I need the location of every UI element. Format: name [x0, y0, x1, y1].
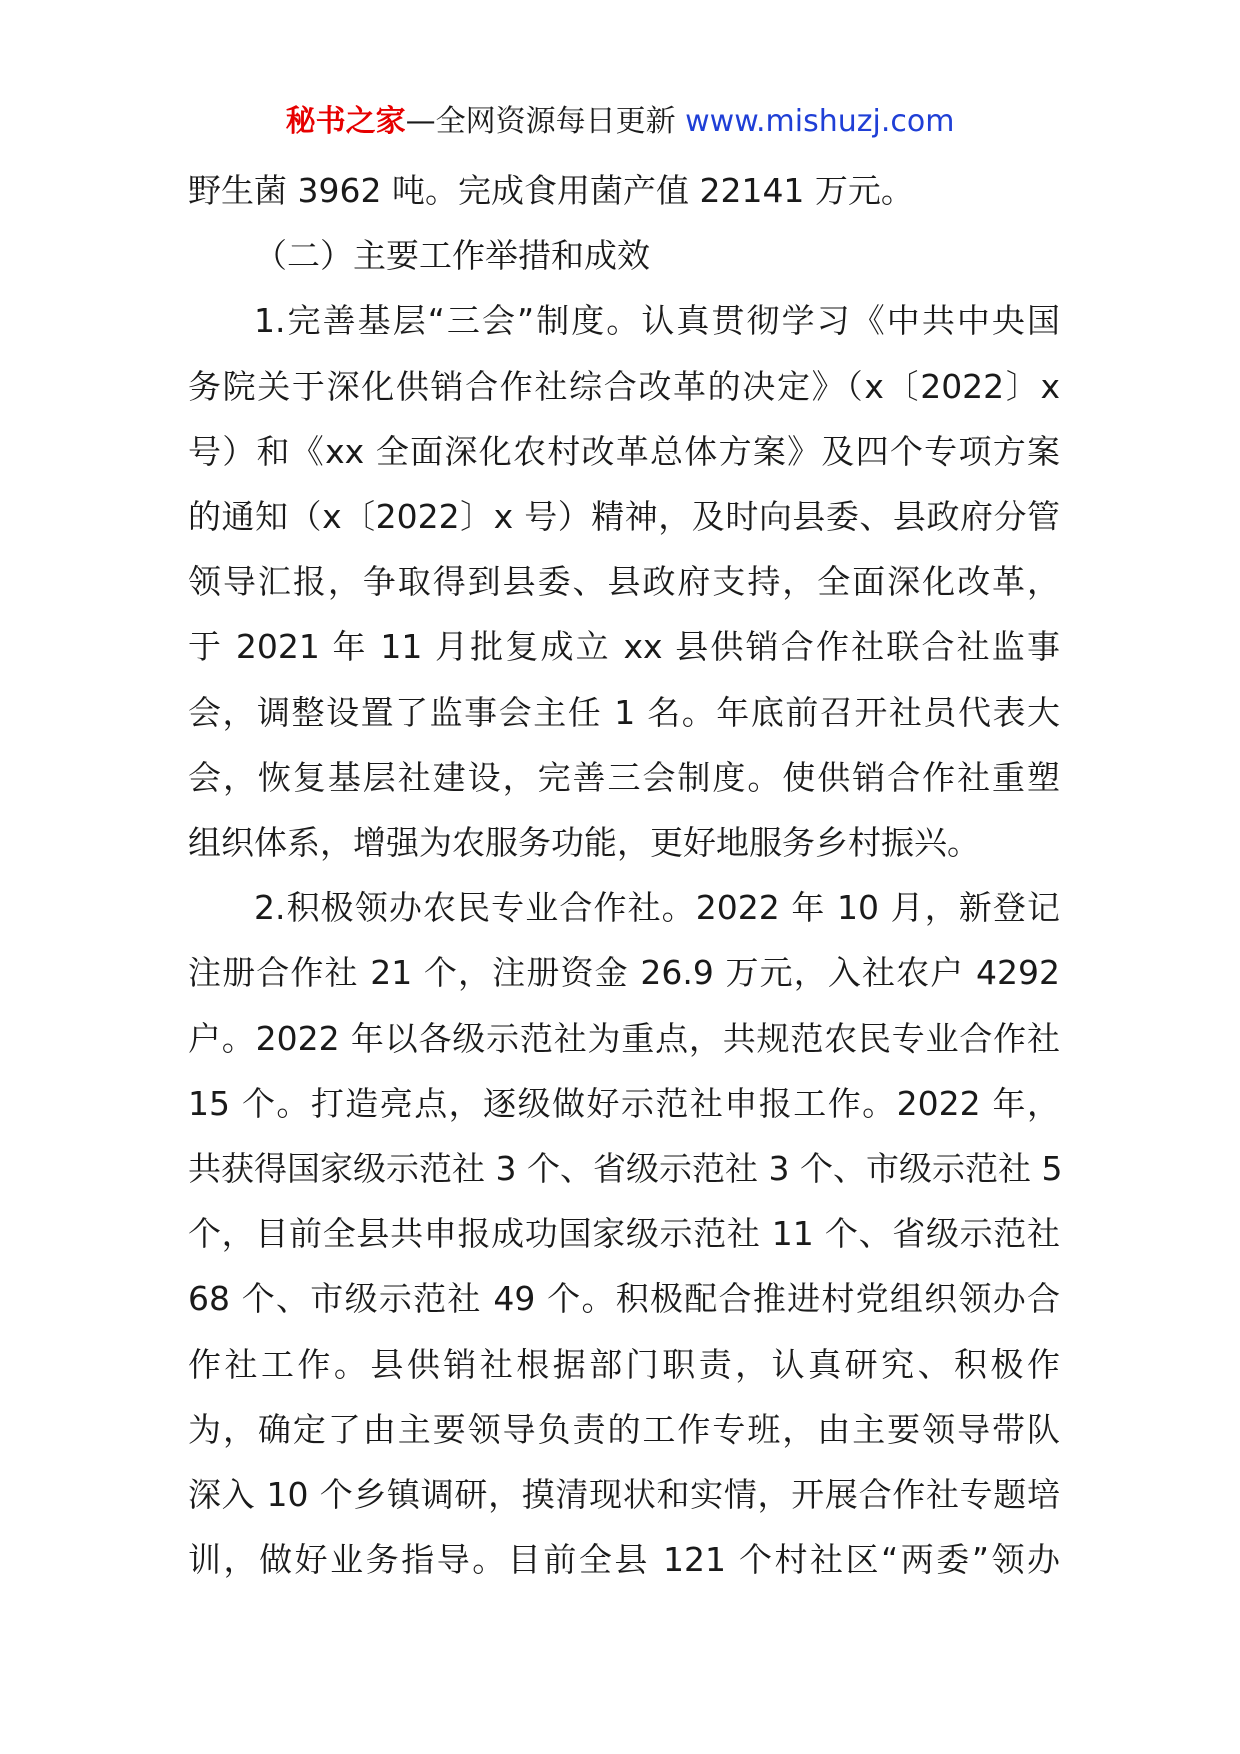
text-line: 会，恢复基层社建设，完善三会制度。使供销合作社重塑	[188, 757, 1060, 797]
text-line: 会，调整设置了监事会主任 1 名。年底前召开社员代表大	[188, 692, 1060, 732]
paragraph-continued	[188, 158, 1060, 223]
text-line: 组织体系，增强为农服务功能，更好地服务乡村振兴。	[188, 823, 980, 863]
text-line: 于 2021 年 11 月批复成立 xx 县供销合作社联合社监事	[188, 627, 1060, 667]
text-line: 领导汇报，争取得到县委、县政府支持，全面深化改革，	[188, 562, 1060, 602]
text-line: 共获得国家级示范社 3 个、省级示范社 3 个、市级示范社 5	[188, 1149, 1063, 1189]
section-heading	[188, 223, 1060, 288]
document-body	[188, 158, 1063, 1592]
text-line: 注册合作社 21 个，注册资金 26.9 万元，入社农户 4292	[188, 953, 1060, 993]
text-line: 深入 10 个乡镇调研，摸清现状和实情，开展合作社专题培	[188, 1475, 1060, 1515]
header-tagline: —全网资源每日更新	[405, 104, 686, 139]
text-line: （二）主要工作举措和成效	[254, 236, 650, 276]
text-line: 号）和《xx 全面深化农村改革总体方案》及四个专项方案	[188, 431, 1060, 471]
text-line: 2.积极领办农民专业合作社。2022 年 10 月，新登记	[254, 888, 1060, 928]
paragraph-cooperatives	[188, 875, 1063, 1592]
text-line: 1.完善基层“三会”制度。认真贯彻学习《中共中央国	[254, 301, 1060, 341]
text-line: 务院关于深化供销合作社综合改革的决定》（x〔2022〕x	[188, 366, 1060, 406]
text-line: 的通知（x〔2022〕x 号）精神，及时向县委、县政府分管	[188, 497, 1060, 537]
text-line: 为，确定了由主要领导负责的工作专班，由主要领导带队	[188, 1409, 1060, 1449]
website-link[interactable]: www.mishuzj.com	[685, 104, 955, 139]
text-line: 野生菌 3962 吨。完成食用菌产值 22141 万元。	[188, 171, 914, 210]
text-line: 68 个、市级示范社 49 个。积极配合推进村党组织领办合	[188, 1279, 1060, 1319]
text-line: 作社工作。县供销社根据部门职责，认真研究、积极作	[188, 1344, 1060, 1384]
text-line: 户。2022 年以各级示范社为重点，共规范农民专业合作社	[188, 1018, 1060, 1058]
text-line: 15 个。打造亮点，逐级做好示范社申报工作。2022 年，	[188, 1083, 1060, 1123]
text-line: 训，做好业务指导。目前全县 121 个村社区“两委”领办	[188, 1540, 1060, 1580]
brand-name: 秘书之家	[285, 104, 406, 139]
text-line: 个，目前全县共申报成功国家级示范社 11 个、省级示范社	[188, 1214, 1060, 1254]
paragraph-three-meetings	[188, 288, 1060, 875]
page-header	[0, 102, 1240, 142]
